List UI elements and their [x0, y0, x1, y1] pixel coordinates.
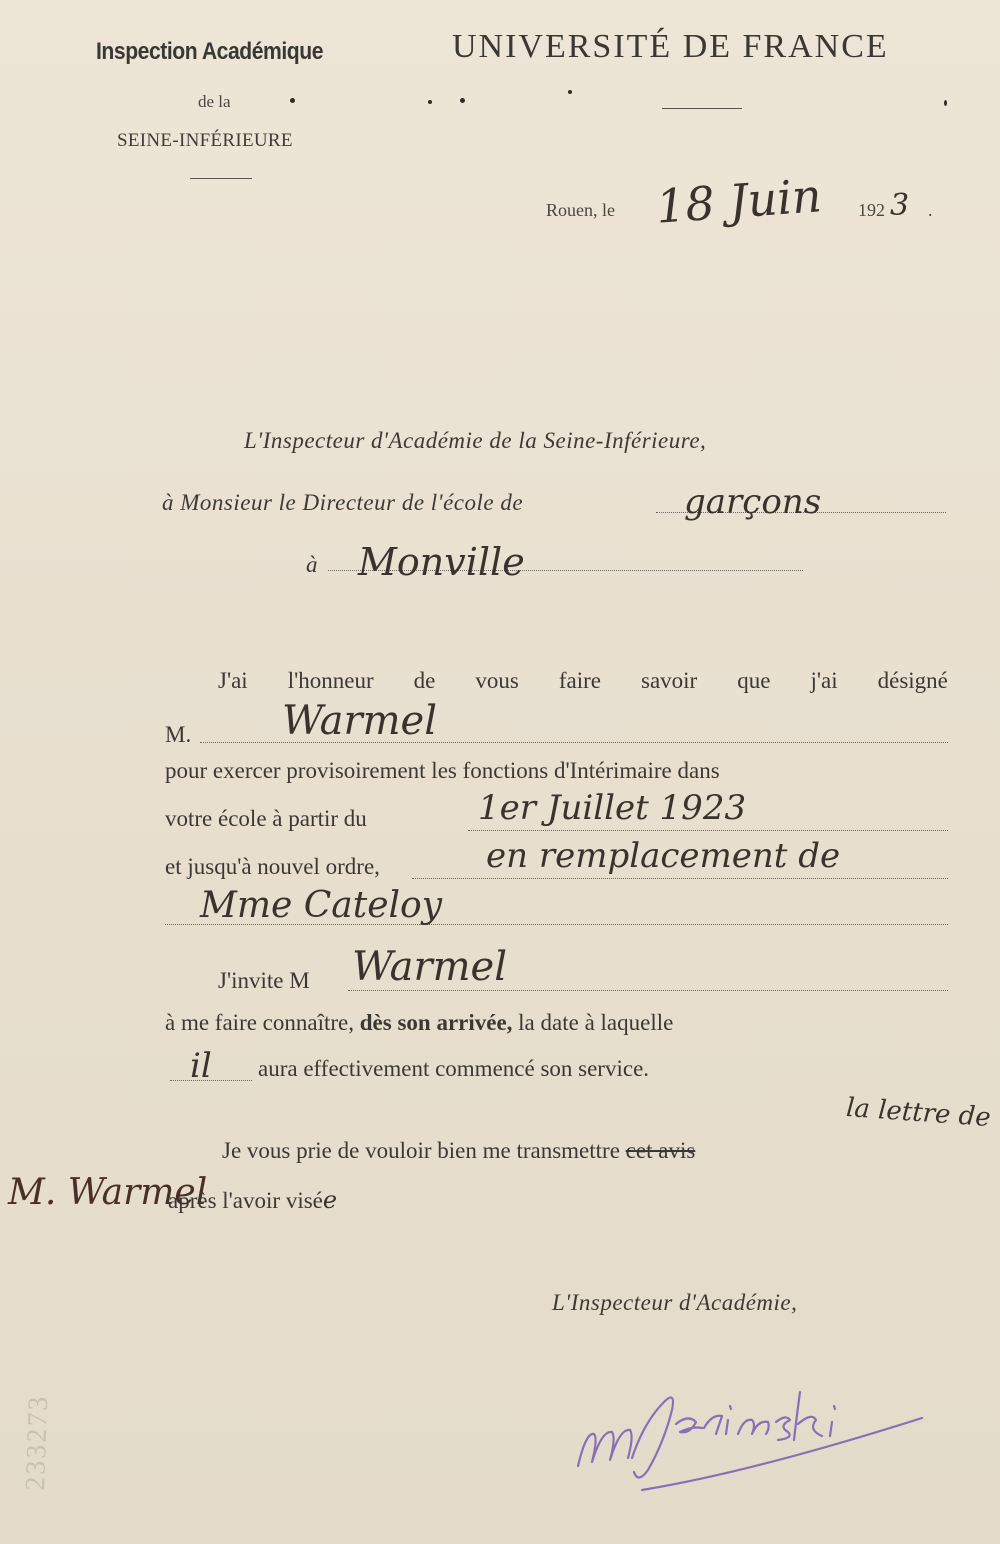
department-title: Inspection Académique [96, 38, 324, 65]
signature-image [572, 1362, 942, 1497]
word: J'ai [218, 668, 248, 693]
handwritten-designee-name: Warmel [282, 698, 437, 744]
handwritten-replacement: en remplacement de [486, 836, 841, 876]
handwritten-insert-lettre: la lettre de [845, 1092, 992, 1134]
handwritten-margin-insert: M. Warmel [8, 1172, 208, 1213]
date-place-prefix: Rouen, le [546, 200, 615, 220]
invite-prefix: J'invite M [218, 968, 310, 993]
word: de [413, 668, 436, 693]
line-until: et jusqu'à nouvel ordre, [165, 854, 380, 879]
line-after [168, 1186, 337, 1214]
handwritten-start-date: 1er Juillet 1923 [478, 788, 747, 828]
word: vous [475, 668, 519, 693]
word: savoir [641, 668, 698, 693]
ink-speck [290, 98, 295, 103]
fill-line-start-date [468, 830, 948, 831]
ink-speck [460, 98, 465, 103]
department-of: de la [198, 92, 231, 111]
date-year-printed: 192 [858, 200, 885, 220]
line-inform [165, 1010, 950, 1036]
fill-line-replacement [412, 878, 948, 879]
handwritten-pronoun: il [190, 1046, 212, 1086]
ink-speck [428, 100, 432, 104]
paragraph-designation [218, 668, 948, 694]
date-year-handwritten-digit: 3 [890, 188, 910, 223]
department-name: SEINE-INFÉRIEURE [117, 130, 293, 151]
line-start-prefix: votre école à partir du [165, 806, 367, 831]
handwritten-suffix: e [322, 1186, 338, 1214]
line-transmit [222, 1138, 962, 1164]
archive-number: 233273 [20, 1394, 55, 1492]
handwritten-date: 18 Juin [654, 168, 824, 234]
line-functions: pour exercer provisoirement les fonctions d'Intérimaire dans [165, 758, 720, 783]
handwritten-invite-name: Warmel [352, 944, 507, 990]
word: j'ai [810, 668, 838, 693]
town-prefix: à [306, 552, 318, 577]
handwritten-town: Monville [358, 540, 525, 584]
university-title: UNIVERSITÉ DE FRANCE [452, 28, 889, 65]
recipient-line: à Monsieur le Directeur de l'école de [162, 490, 524, 515]
handwritten-replaced-person: Mme Cateloy [200, 885, 443, 926]
inform-text-a: à me faire connaître, [165, 1010, 354, 1035]
word: que [737, 668, 771, 693]
header-divider-right [662, 108, 742, 109]
struck-text: cet avis [625, 1138, 696, 1163]
inform-text-b: la date à laquelle [518, 1010, 674, 1035]
sender-line: L'Inspecteur d'Académie de la Seine-Inférieure, [244, 428, 707, 453]
inform-text-bold: dès son arrivée, [359, 1010, 513, 1035]
ink-speck [568, 90, 572, 94]
signature-title: L'Inspecteur d'Académie, [552, 1290, 798, 1315]
signature-scrawl [572, 1362, 942, 1492]
header-divider-left [190, 178, 252, 179]
after-text: après l'avoir visé [168, 1188, 323, 1213]
ink-speck [944, 100, 947, 106]
date-terminal-dot: . [928, 200, 933, 220]
word: faire [558, 668, 601, 693]
designee-m-label: M. [165, 722, 192, 747]
word: l'honneur [287, 668, 374, 693]
line-service: aura effectivement commencé son service. [258, 1056, 650, 1081]
word: désigné [877, 668, 948, 693]
transmit-text: Je vous prie de vouloir bien me transmettre [222, 1138, 620, 1163]
fill-line-invite-name [348, 990, 948, 991]
handwritten-school-type: garçons [684, 482, 822, 522]
